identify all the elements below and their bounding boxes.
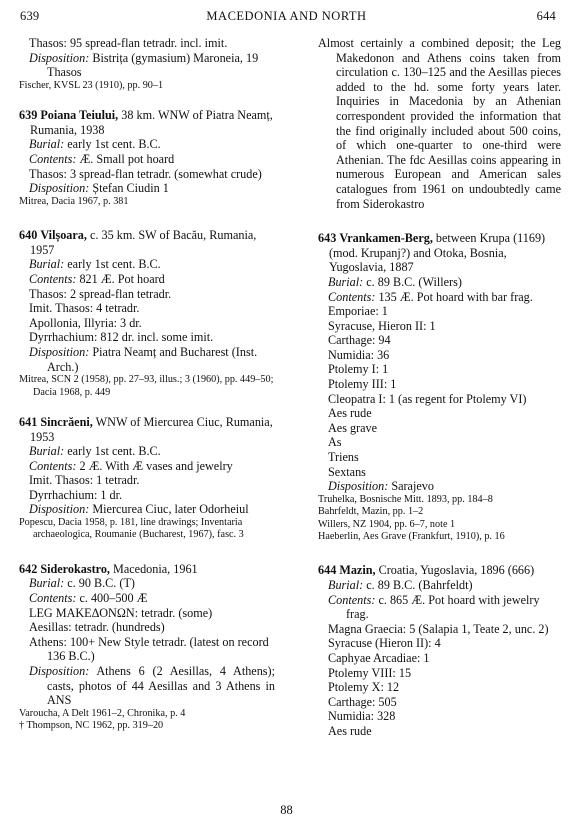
- item-line: Aes grave: [328, 420, 378, 435]
- item-line: Thasos: 3 spread-flan tetradr. (somewhat crude): [29, 166, 262, 181]
- reference: Fischer, KVSL 23 (1910), pp. 90–1: [19, 79, 164, 91]
- entry-heading: 641 Sincrăeni, WNW of Miercurea Ciuc, Rumania, 1953: [19, 414, 273, 444]
- disposition-line: Disposition: Athens 6 (2 Aesillas, 4 Athens); casts, photos of 44 Aesillas and 3 Athens in ANS: [29, 664, 275, 708]
- entry-642: [19, 562, 275, 733]
- left-page-ref: 639: [20, 9, 40, 23]
- right-column: [318, 36, 561, 739]
- item-line: Imit. Thasos: 1 tetradr.: [29, 473, 140, 488]
- burial-line: Burial: early 1st cent. B.C.: [29, 444, 161, 459]
- item-line: Cleopatra I: 1 (as regent for Ptolemy VI): [328, 391, 527, 406]
- item-line: Thasos: 2 spread-flan tetradr.: [29, 286, 172, 301]
- reference: Mitrea, Dacia 1967, p. 381: [19, 195, 129, 207]
- item-line: Caphyae Arcadiae: 1: [328, 651, 430, 665]
- entry-640: [19, 228, 275, 399]
- item-line: Imit. Thasos: 4 tetradr.: [29, 301, 140, 316]
- item-line: Numidia: 328: [328, 709, 396, 724]
- item-line: Aesillas: tetradr. (hundreds): [29, 620, 165, 635]
- reference: Truhelka, Bosnische Mitt. 1893, pp. 184–8: [318, 493, 493, 505]
- item-line: Syracuse (Hieron II): 4: [328, 636, 441, 651]
- item-line: Dyrrhachium: 1 dr.: [29, 487, 123, 502]
- contents-line: Contents: 135 Æ. Pot hoard with bar frag.: [328, 289, 533, 304]
- running-title: MACEDONIA AND NORTH: [206, 9, 367, 23]
- item-line: Ptolemy VIII: 15: [328, 665, 412, 680]
- reference: Haeberlin, Aes Grave (Frankfurt, 1910), p. 16: [318, 531, 505, 543]
- item-line: Aes rude: [328, 406, 372, 421]
- item-line: As: [328, 435, 342, 450]
- item-line: Thasos: 95 spread-flan tetradr. incl. imit.: [29, 36, 228, 50]
- reference: Mitrea, SCN 2 (1958), pp. 27–93, illus.; 3 (1960), pp. 449–50; Dacia 1968, p. 449: [19, 374, 274, 398]
- entry-639: [19, 108, 275, 208]
- entry-heading: 643 Vrankamen-Berg, between Krupa (1169) (mod. Krupanj?) and Otoka, Bosnia, Yugoslavia, 1887: [318, 231, 546, 275]
- reference: Popescu, Dacia 1958, p. 181, line drawings; Inventaria archaeologica, Roumanie (Bucharest, 1967), fasc. 3: [19, 517, 244, 541]
- contents-line: Contents: 2 Æ. With Æ vases and jewelry: [29, 458, 233, 473]
- entry-644: [318, 563, 561, 738]
- entry-note: Almost certainly a combined deposit; the Leg Makedonon and Athens coins taken from circulation c. 130–125 and the Aesillas pieces added to the hd. some forty years later. Inquiries in Macedonia by an Athenian correspondent provided the information that the find originally included about 500 coins, of which one-quarter to one-third were Athenian. The fdc Aesillas coins appearing in numerous European and American sales catalogues from 1961 on undoubtedly came from Siderokastro: [318, 36, 561, 211]
- reference: Willers, NZ 1904, pp. 6–7, note 1: [318, 518, 456, 530]
- item-line: LEG ΜΑΚΕΔΟΝΩΝ: tetradr. (some): [29, 605, 213, 620]
- burial-line: Burial: c. 89 B.C. (Bahrfeldt): [328, 578, 473, 593]
- contents-line: Contents: 821 Æ. Pot hoard: [29, 271, 165, 286]
- entry-heading: 640 Vilșoara, c. 35 km. SW of Bacău, Rumania, 1957: [19, 228, 257, 257]
- item-line: Magna Graecia: 5 (Salapia 1, Teate 2, unc. 2): [328, 621, 549, 636]
- item-line: Numidia: 36: [328, 347, 390, 362]
- contents-line: Contents: c. 865 Æ. Pot hoard with jewelry frag.: [328, 592, 540, 622]
- reference: † Thompson, NC 1962, pp. 319–20: [19, 720, 164, 732]
- reference: Varoucha, A Delt 1961–2, Chronika, p. 4: [19, 707, 186, 719]
- entry-643: [318, 231, 561, 543]
- entry-heading: 644 Mazin, Croatia, Yugoslavia, 1896 (666): [318, 563, 535, 578]
- page-header: [0, 9, 573, 27]
- item-line: Triens: [328, 450, 359, 465]
- item-line: Sextans: [328, 464, 366, 479]
- item-line: Athens: 100+ New Style tetradr. (latest on record 136 B.C.): [29, 634, 269, 664]
- item-line: Ptolemy I: 1: [328, 362, 389, 377]
- item-line: Ptolemy III: 1: [328, 377, 397, 392]
- entry-continued: [19, 36, 275, 92]
- burial-line: Burial: c. 89 B.C. (Willers): [328, 274, 462, 289]
- disposition-line: Disposition: Sarajevo: [328, 479, 434, 494]
- item-line: Apollonia, Illyria: 3 dr.: [29, 315, 142, 330]
- burial-line: Burial: c. 90 B.C. (T): [29, 576, 135, 591]
- entry-heading: 639 Poiana Teiului, 38 km. WNW of Piatra Neamț, Rumania, 1938: [19, 108, 273, 137]
- item-line: Ptolemy X: 12: [328, 680, 400, 695]
- left-column: [19, 36, 275, 733]
- contents-line: Contents: Æ. Small pot hoard: [29, 151, 175, 166]
- contents-line: Contents: c. 400–500 Æ: [29, 591, 148, 606]
- page-number: 88: [280, 803, 293, 817]
- right-page-ref: 644: [536, 9, 556, 23]
- item-line: Dyrrhachium: 812 dr. incl. some imit.: [29, 330, 214, 345]
- burial-line: Burial: early 1st cent. B.C.: [29, 137, 161, 152]
- reference: Bahrfeldt, Mazin, pp. 1–2: [318, 506, 424, 518]
- item-line: Syracuse, Hieron II: 1: [328, 318, 436, 333]
- item-line: Emporiae: 1: [328, 304, 388, 319]
- entry-heading: 642 Siderokastro, Macedonia, 1961: [19, 561, 198, 576]
- burial-line: Burial: early 1st cent. B.C.: [29, 257, 161, 272]
- disposition-line: Disposition: Piatra Neamț and Bucharest (Inst. Arch.): [29, 344, 258, 374]
- disposition-line: Disposition: Bistrița (gymasium) Maroneia, 19 Thasos: [29, 50, 259, 80]
- item-line: Carthage: 505: [328, 694, 397, 709]
- item-line: Carthage: 94: [328, 333, 391, 348]
- disposition-line: Disposition: Ștefan Ciudin 1: [29, 181, 169, 196]
- disposition-line: Disposition: Miercurea Ciuc, later Odorheiul: [29, 502, 249, 517]
- entry-641: [19, 415, 275, 542]
- item-line: Aes rude: [328, 723, 372, 738]
